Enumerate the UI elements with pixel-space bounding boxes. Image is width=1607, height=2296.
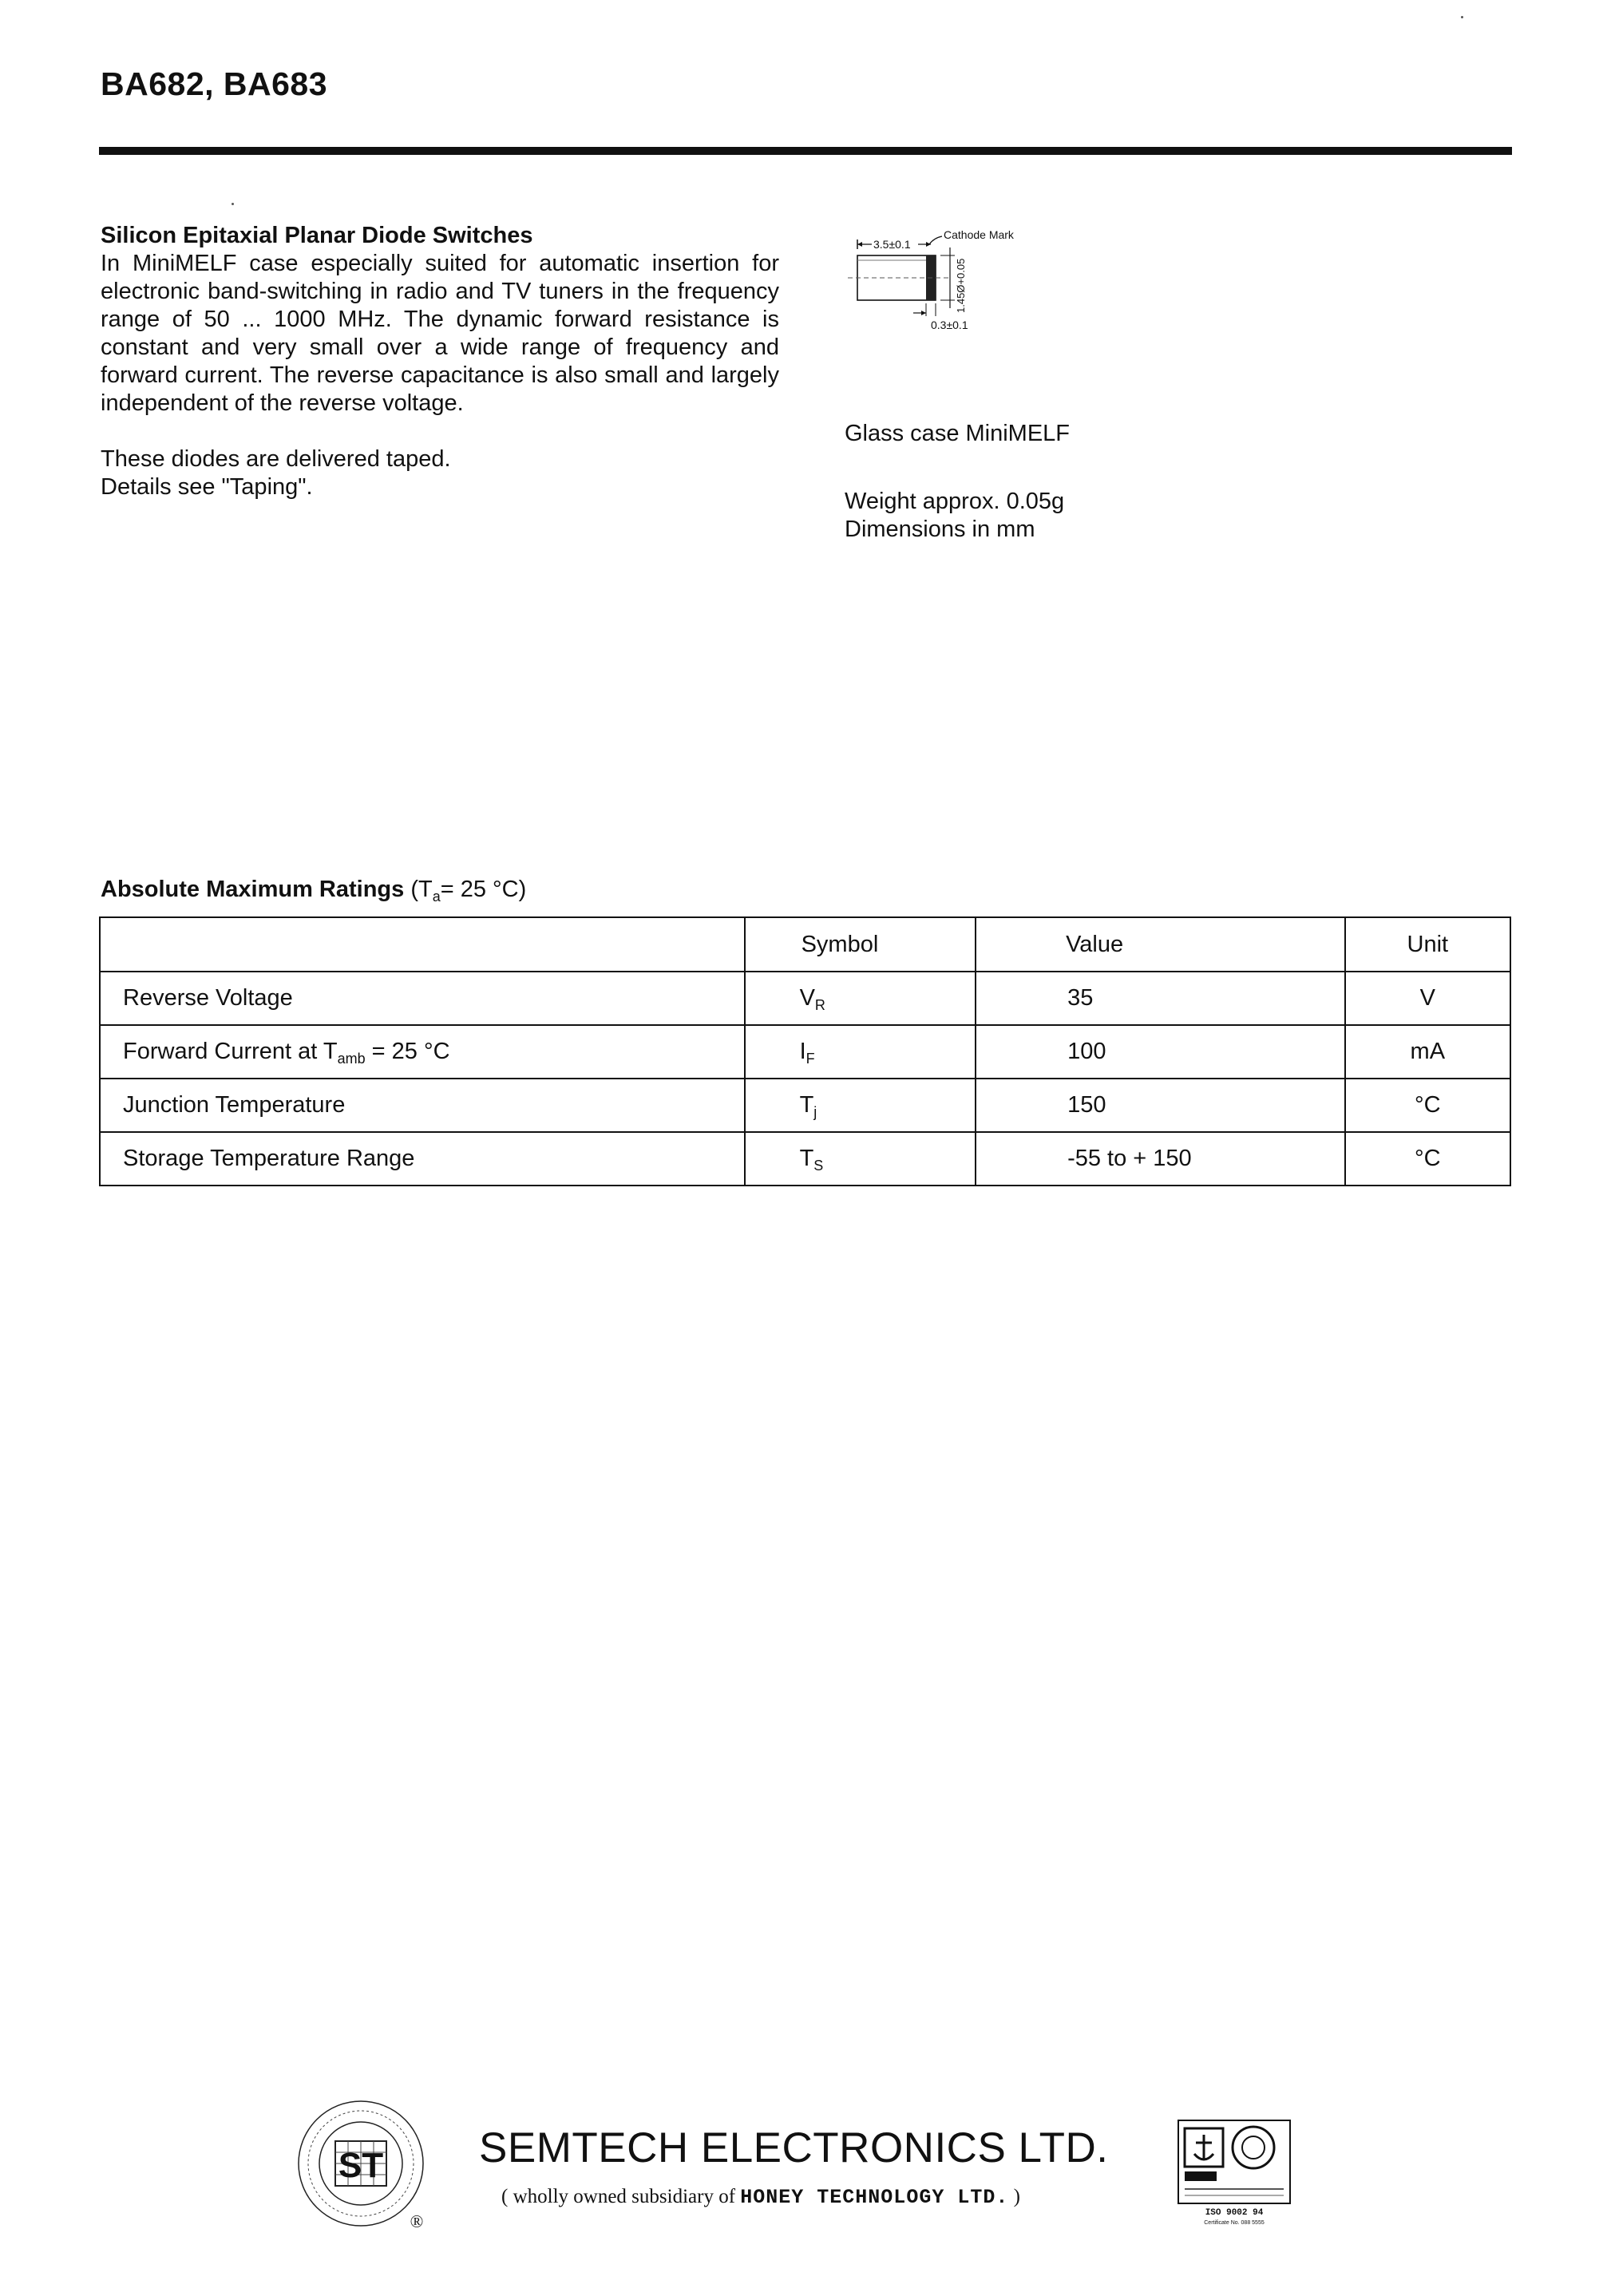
parameter-sub: amb xyxy=(337,1051,366,1067)
table-row xyxy=(100,1025,1510,1079)
cert-number: Certificate No. 088 5555 xyxy=(1204,2220,1265,2226)
scan-speck xyxy=(1461,16,1463,18)
length-label: 3.5±0.1 xyxy=(873,238,911,251)
company-subsidiary xyxy=(501,2186,1020,2209)
cathode-leader xyxy=(929,236,942,244)
ratings-table xyxy=(99,916,1511,1186)
row-symbol xyxy=(745,1132,976,1186)
parameter-text: Junction Temperature xyxy=(123,1092,346,1118)
row-unit: mA xyxy=(1345,1025,1510,1079)
symbol-sub: F xyxy=(805,1051,815,1067)
band-arrow xyxy=(921,311,926,315)
row-value: -55 to + 150 xyxy=(976,1132,1345,1186)
condition-suffix: = 25 °C) xyxy=(440,877,527,902)
logo-letters: ST xyxy=(338,2146,384,2185)
row-unit: °C xyxy=(1345,1079,1510,1132)
semtech-logo-icon xyxy=(297,2100,433,2235)
symbol-sub: j xyxy=(813,1104,817,1120)
delivery-line-1: These diodes are delivered taped. xyxy=(101,446,451,472)
table-row xyxy=(100,972,1510,1025)
package-info xyxy=(845,420,1070,544)
parameter-text: Forward Current at T xyxy=(123,1039,338,1064)
row-unit: V xyxy=(1345,972,1510,1025)
row-value: 100 xyxy=(976,1025,1345,1079)
intro-heading: Silicon Epitaxial Planar Diode Switches xyxy=(101,223,533,248)
dimensions-text: Dimensions in mm xyxy=(845,517,1035,542)
length-arrow-left xyxy=(857,242,862,247)
parameter-text: Storage Temperature Range xyxy=(123,1146,415,1171)
header-unit: Unit xyxy=(1345,917,1510,972)
parameter-suffix: = 25 °C xyxy=(365,1039,450,1064)
symbol-text: V xyxy=(799,985,815,1011)
delivery-note xyxy=(101,445,451,501)
cert-standard: ISO 9002 94 xyxy=(1205,2208,1264,2218)
table-header-row xyxy=(100,917,1510,972)
band-label: 0.3±0.1 xyxy=(931,319,968,331)
header-symbol: Symbol xyxy=(745,917,976,972)
ratings-condition xyxy=(410,877,527,905)
iso-certification-icon xyxy=(1177,2119,1293,2227)
ratings-title xyxy=(101,877,526,903)
row-parameter xyxy=(100,1025,745,1079)
cathode-label: Cathode Mark xyxy=(944,228,1014,241)
symbol-text: T xyxy=(799,1146,814,1171)
row-parameter xyxy=(100,1079,745,1132)
row-value: 35 xyxy=(976,972,1345,1025)
symbol-sub: S xyxy=(813,1158,824,1174)
condition-prefix: (T xyxy=(410,877,433,902)
row-parameter xyxy=(100,972,745,1025)
title-rule xyxy=(99,147,1512,155)
row-parameter xyxy=(100,1132,745,1186)
package-diagram xyxy=(846,227,1054,362)
intro-body: In MiniMELF case especially suited for automatic insertion for electronic band-switching in radio and TV tuners in the frequency range of 50 ... 1000 MHz. The dynamic forward resistance is constant and very small over a wide range of frequency and forward current. The reverse capacitance is also small and largely independent of the reverse voltage. xyxy=(101,251,779,416)
ratings-heading: Absolute Maximum Ratings xyxy=(101,877,405,902)
delivery-line-2: Details see "Taping". xyxy=(101,474,313,500)
parameter-text: Reverse Voltage xyxy=(123,985,293,1011)
row-symbol xyxy=(745,1079,976,1132)
header-parameter xyxy=(100,917,745,972)
page-title: BA682, BA683 xyxy=(101,65,328,102)
row-value: 150 xyxy=(976,1079,1345,1132)
intro-section xyxy=(101,222,779,418)
row-symbol xyxy=(745,972,976,1025)
subsidiary-close: ) xyxy=(1008,2186,1020,2207)
company-name: SEMTECH ELECTRONICS LTD. xyxy=(479,2124,1109,2171)
diameter-label: 1.45Ø+0.05 xyxy=(955,258,967,313)
scan-speck xyxy=(232,203,234,205)
header-value: Value xyxy=(976,917,1345,972)
row-unit: °C xyxy=(1345,1132,1510,1186)
table-row xyxy=(100,1132,1510,1186)
row-symbol xyxy=(745,1025,976,1079)
case-type: Glass case MiniMELF xyxy=(845,421,1071,446)
symbol-sub: R xyxy=(814,997,825,1013)
cert-label-bar xyxy=(1185,2171,1217,2181)
weight-text: Weight approx. 0.05g xyxy=(845,489,1065,514)
registered-mark: ® xyxy=(410,2211,424,2231)
subsidiary-open: ( wholly owned subsidiary of xyxy=(501,2186,741,2207)
table-row xyxy=(100,1079,1510,1132)
symbol-text: I xyxy=(799,1039,806,1064)
condition-sub: a xyxy=(432,889,441,905)
parent-company: HONEY TECHNOLOGY LTD. xyxy=(740,2186,1009,2209)
symbol-text: T xyxy=(799,1092,814,1118)
